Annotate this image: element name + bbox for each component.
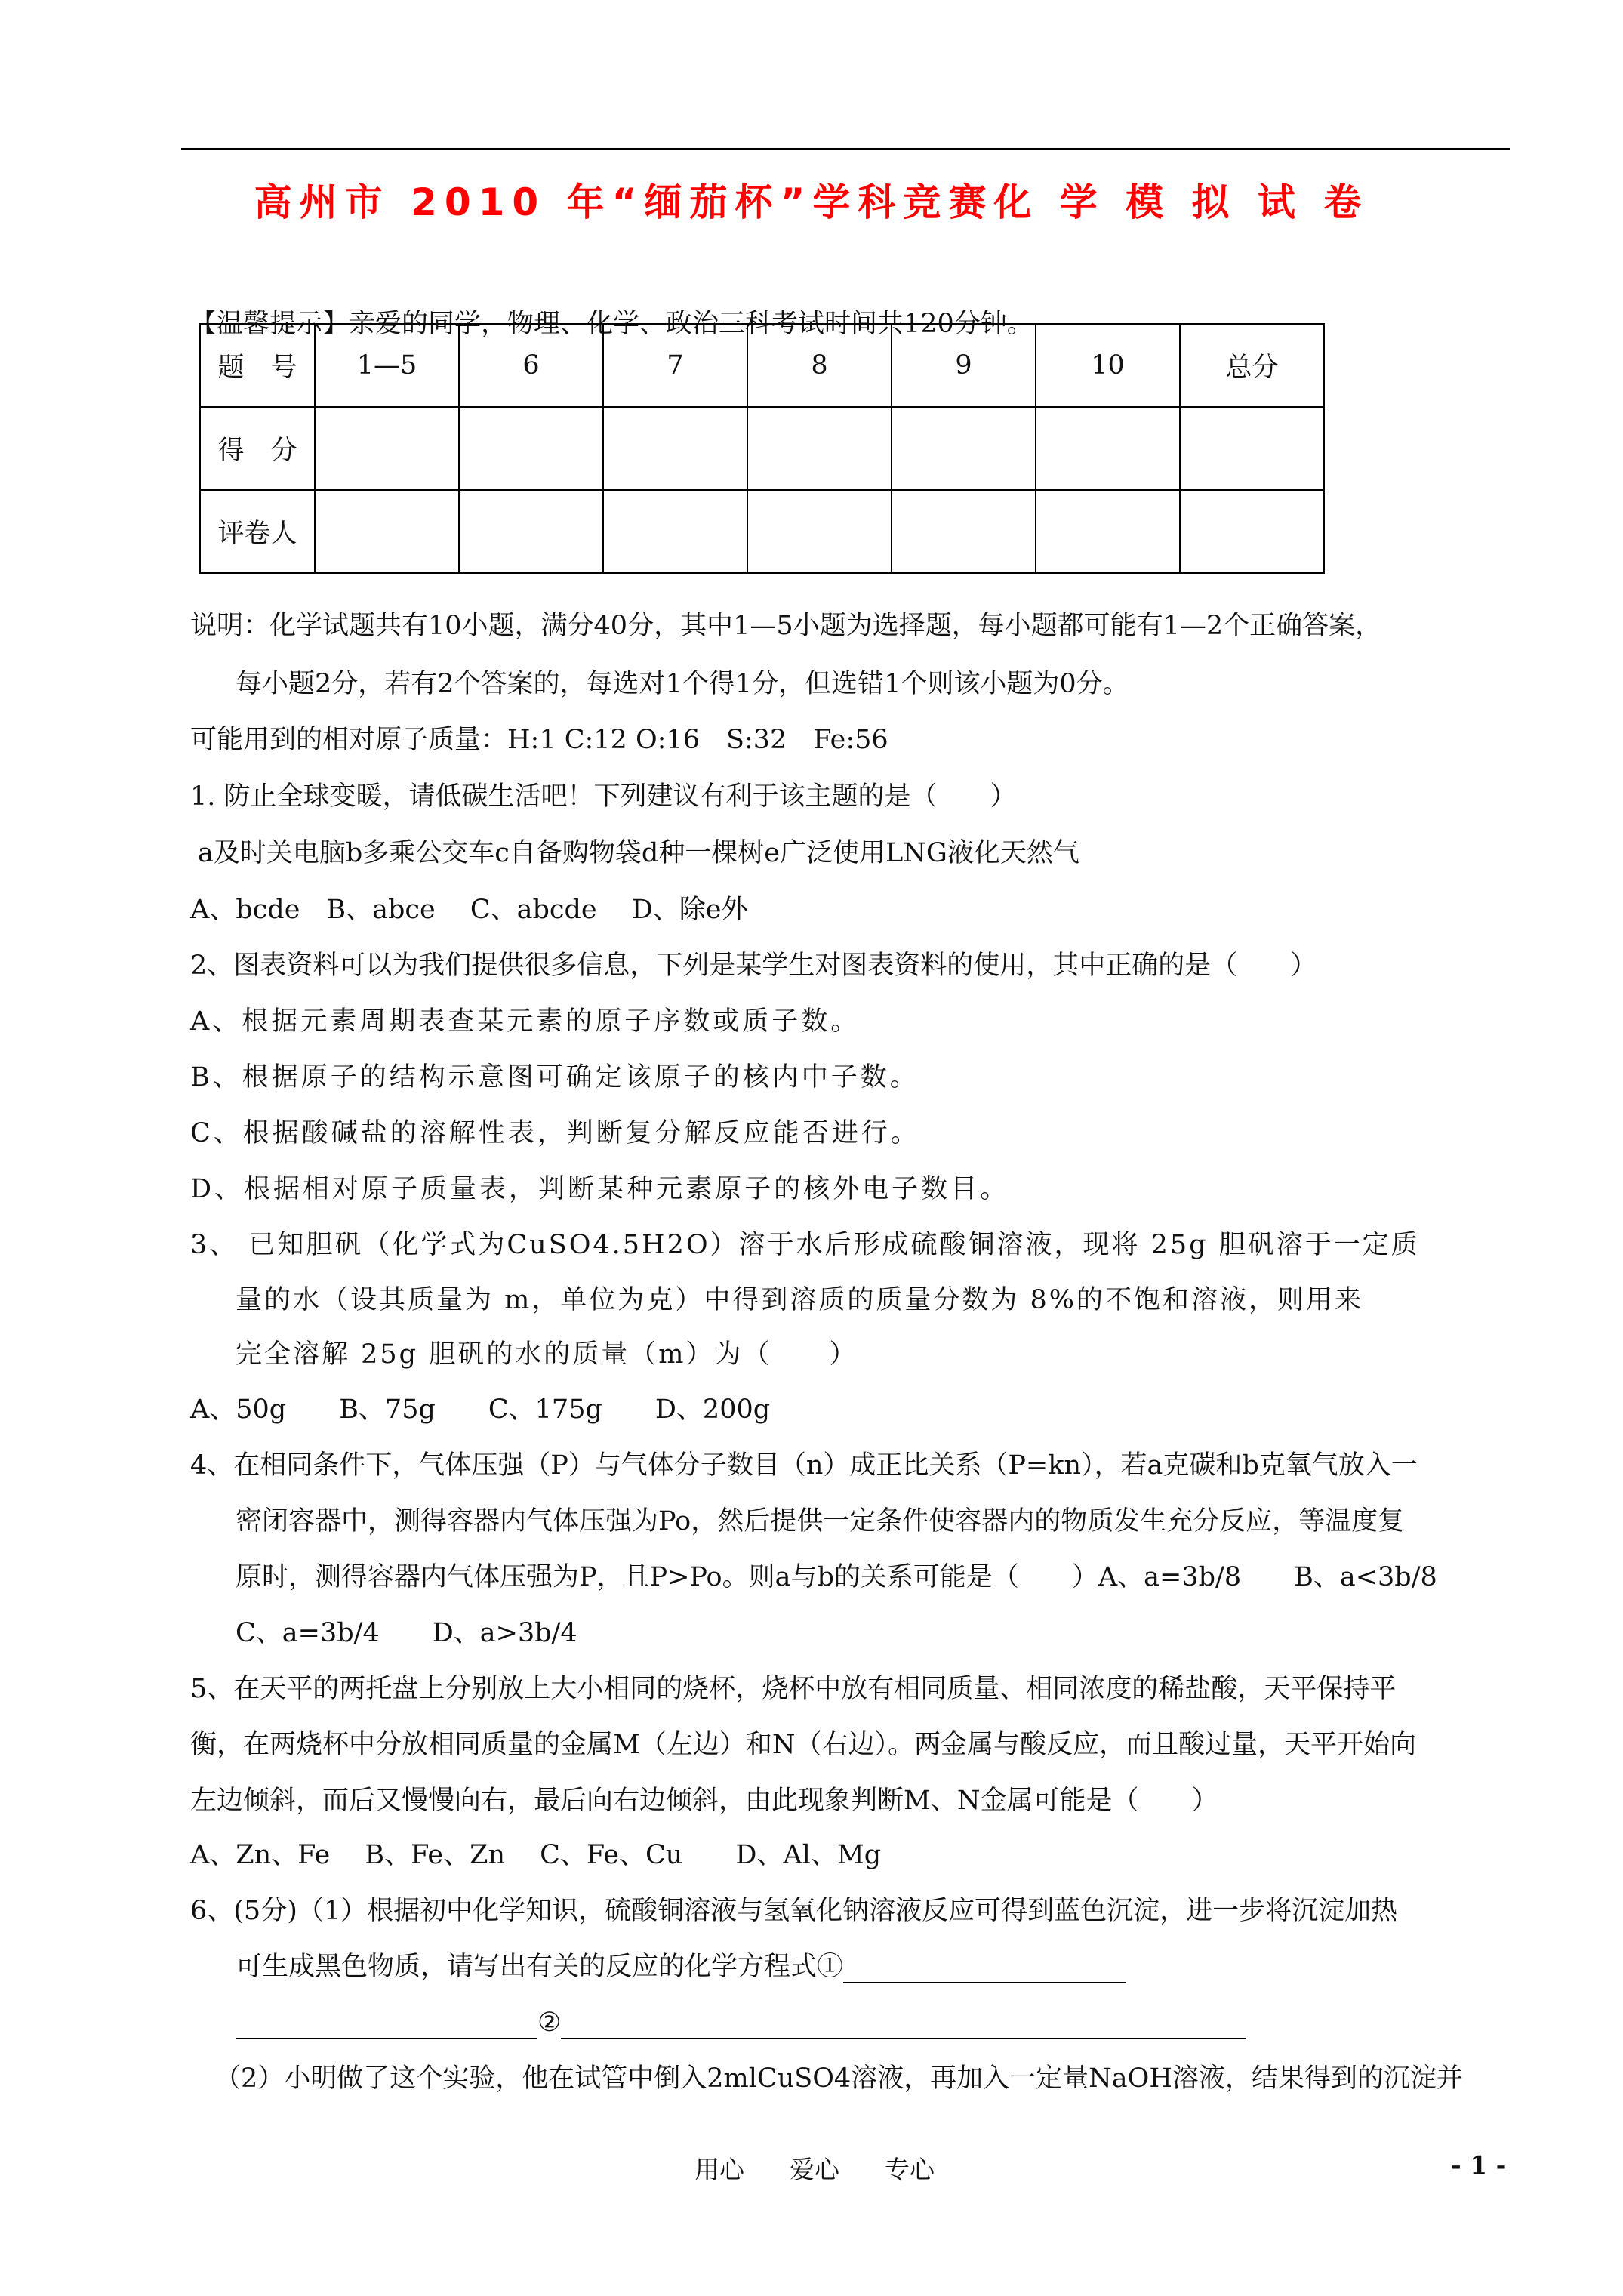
question-stem: 2、图表资料可以为我们提供很多信息，下列是某学生对图表资料的使用，其中正确的是（ ） — [190, 951, 1317, 981]
row-label: 评卷人 — [200, 490, 315, 573]
grader-cell[interactable] — [747, 490, 892, 573]
table-header-cell: 7 — [603, 324, 747, 407]
score-table — [199, 323, 1325, 574]
table-row — [200, 324, 1324, 407]
atomic-mass: 可能用到的相对原子质量：H:1 C:12 O:16 S:32 Fe:56 — [190, 725, 888, 755]
question-option: A、根据元素周期表查某元素的原子序数或质子数。 — [190, 1006, 861, 1037]
page-title: 高州市 2010 年“缅茄杯”学科竞赛化 学 模 拟 试 卷 — [254, 180, 1369, 224]
question-stem: 1. 防止全球变暖，请低碳生活吧！下列建议有利于该主题的是（ ） — [190, 781, 1017, 812]
answer-blank-2b[interactable] — [561, 2008, 1246, 2039]
score-cell[interactable] — [459, 407, 603, 490]
score-cell[interactable] — [892, 407, 1036, 490]
page-number: - 1 - — [1451, 2150, 1507, 2180]
table-header-cell: 8 — [747, 324, 892, 407]
question-stem: 左边倾斜，而后又慢慢向右，最后向右边倾斜，由此现象判断M、N金属可能是（ ） — [190, 1786, 1218, 1816]
question-option: C、根据酸碱盐的溶解性表，判断复分解反应能否进行。 — [190, 1118, 920, 1148]
question-stem: 5、在天平的两托盘上分别放上大小相同的烧杯，烧杯中放有相同质量、相同浓度的稀盐酸，天平保持平 — [190, 1674, 1397, 1704]
instructions-line: 每小题2分，若有2个答案的，每选对1个得1分，但选错1个则该小题为0分。 — [236, 669, 1129, 699]
table-header-cell: 题 号 — [200, 324, 315, 407]
footer-slogan: 爱心 — [790, 2155, 839, 2184]
question-stem: （2）小明做了这个实验，他在试管中倒入2mlCuSO4溶液，再加入一定量NaOH溶液，结果得到的沉淀并 — [214, 2063, 1463, 2094]
header-rule — [181, 148, 1510, 150]
footer-slogan: 专心 — [885, 2155, 935, 2184]
footer-slogans — [694, 2150, 980, 2186]
question-options: A、50g B、75g C、175g D、200g — [190, 1395, 771, 1425]
question-items: a及时关电脑b多乘公交车c自备购物袋d种一棵树e广泛使用LNG液化天然气 — [198, 838, 1079, 868]
score-cell[interactable] — [747, 407, 892, 490]
question-stem: 6、(5分)（1）根据初中化学知识，硫酸铜溶液与氢氧化钠溶液反应可得到蓝色沉淀，进一步将沉淀加热 — [190, 1896, 1398, 1926]
grader-cell[interactable] — [315, 490, 459, 573]
score-cell[interactable] — [603, 407, 747, 490]
grader-cell[interactable] — [1180, 490, 1324, 573]
question-option: B、根据原子的结构示意图可确定该原子的核内中子数。 — [190, 1062, 919, 1093]
table-header-cell: 1—5 — [315, 324, 459, 407]
row-label: 得 分 — [200, 407, 315, 490]
score-cell[interactable] — [1180, 407, 1324, 490]
question-stem: 4、在相同条件下，气体压强（P）与气体分子数目（n）成正比关系（P=kn），若a克碳和b克氧气放入一 — [190, 1450, 1418, 1481]
table-header-cell: 9 — [892, 324, 1036, 407]
table-row — [200, 407, 1324, 490]
question-options: A、bcde B、abce C、abcde D、除e外 — [190, 895, 748, 925]
question-stem: 完全溶解 25g 胆矾的水的质量（m）为（ ） — [236, 1339, 858, 1370]
grader-cell[interactable] — [1036, 490, 1180, 573]
answer-blank-2a[interactable] — [236, 2008, 537, 2039]
warm-tip: 【温馨提示】亲爱的同学，物理、化学、政治三科考试时间共120分钟。 — [190, 309, 1033, 339]
table-header-cell: 6 — [459, 324, 603, 407]
question-stem: 3、 已知胆矾（化学式为CuSO4.5H2O）溶于水后形成硫酸铜溶液，现将 25g 胆矾溶于一定质 — [190, 1230, 1420, 1260]
answer-blank-1[interactable] — [843, 1952, 1126, 1983]
grader-cell[interactable] — [892, 490, 1036, 573]
question-options: C、a=3b/4 D、a>3b/4 — [236, 1618, 577, 1648]
question-options: A、Zn、Fe B、Fe、Zn C、Fe、Cu D、Al、Mg — [190, 1840, 882, 1870]
equation-mark: ② — [537, 2008, 562, 2038]
grader-cell[interactable] — [459, 490, 603, 573]
question-stem: 密闭容器中，测得容器内气体压强为Po，然后提供一定条件使容器内的物质发生充分反应，等温度复 — [236, 1506, 1405, 1536]
question-text: 可生成黑色物质，请写出有关的反应的化学方程式① — [236, 1952, 844, 1982]
question-stem: 量的水（设其质量为 m，单位为克）中得到溶质的质量分数为 8%的不饱和溶液，则用来 — [236, 1285, 1363, 1315]
instructions-line: 说明：化学试题共有10小题，满分40分，其中1—5小题为选择题，每小题都可能有1—2个正确答案， — [190, 611, 1382, 641]
footer-slogan: 用心 — [694, 2155, 744, 2184]
table-header-cell: 总分 — [1180, 324, 1324, 407]
score-cell[interactable] — [315, 407, 459, 490]
question-stem: 原时，测得容器内气体压强为P，且P>Po。则a与b的关系可能是（ ）A、a=3b/8 B、a<3b/8 — [236, 1562, 1437, 1592]
question-option: D、根据相对原子质量表，判断某种元素原子的核外电子数目。 — [190, 1174, 1010, 1204]
answer-line — [236, 2008, 1246, 2039]
question-stem — [236, 1952, 1126, 1983]
grader-cell[interactable] — [603, 490, 747, 573]
table-row — [200, 490, 1324, 573]
question-stem: 衡，在两烧杯中分放相同质量的金属M（左边）和N（右边）。两金属与酸反应，而且酸过量，天平开始向 — [190, 1730, 1416, 1760]
score-cell[interactable] — [1036, 407, 1180, 490]
table-header-cell: 10 — [1036, 324, 1180, 407]
